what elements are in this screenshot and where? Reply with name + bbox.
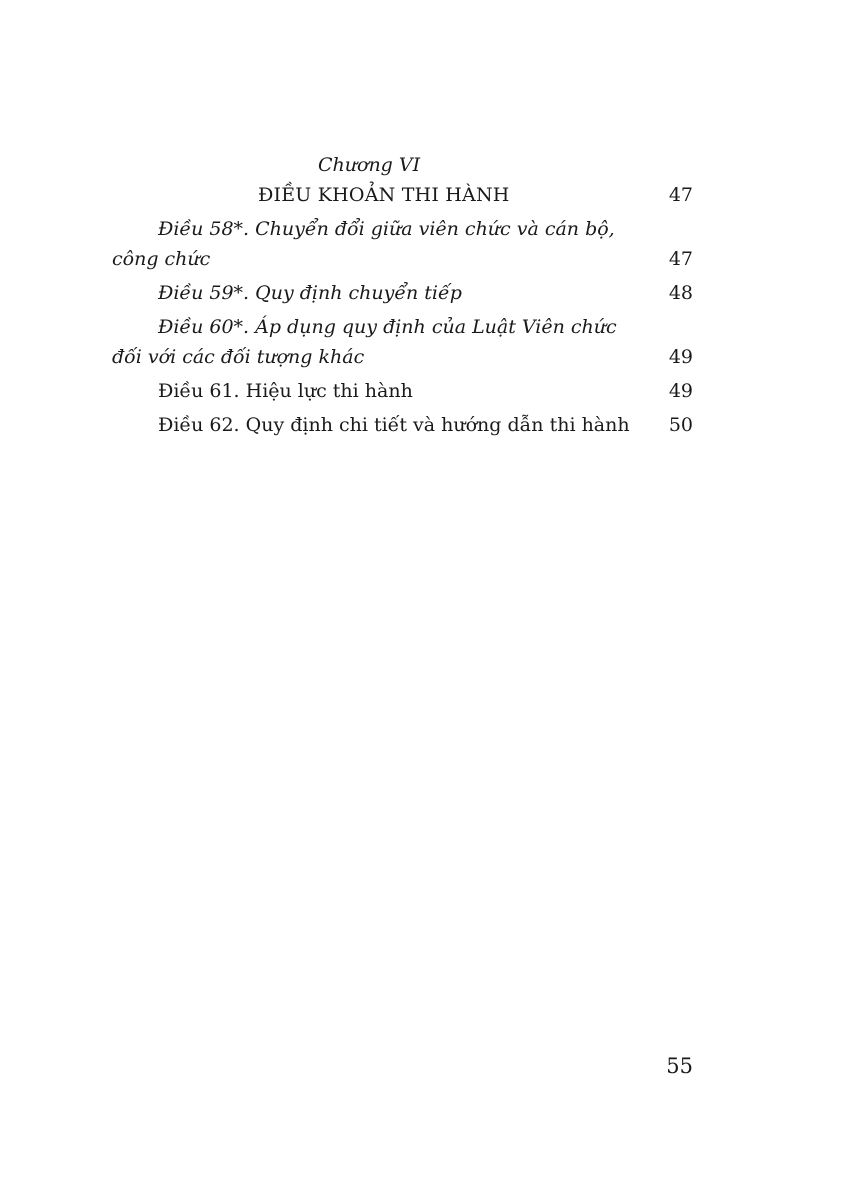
toc-entry-title: Điều 62. Quy định chi tiết và hướng dẫn thi hành — [158, 414, 630, 436]
toc-entry-title: Điều 59*. Quy định chuyển tiếp — [158, 282, 462, 304]
toc-entry-60-line2 — [0, 346, 853, 376]
toc-entry-title: Điều 60*. Áp dụng quy định của Luật Viên chức — [158, 316, 617, 338]
toc-entry-60-line1 — [0, 316, 853, 346]
toc-entry-page-number: 50 — [668, 414, 693, 436]
chapter-title: ĐIỀU KHOẢN THI HÀNH — [258, 184, 510, 206]
toc-entry-page-number: 49 — [668, 380, 693, 402]
toc-entry-62 — [0, 414, 853, 444]
toc-entry-59 — [0, 282, 853, 312]
toc-entry-title-continued: công chức — [112, 248, 211, 270]
toc-entry-58-line1 — [0, 218, 853, 248]
toc-entry-58-line2 — [0, 248, 853, 278]
toc-entry-page-number: 48 — [668, 282, 693, 304]
toc-entry-61 — [0, 380, 853, 410]
toc-entry-page-number: 47 — [668, 248, 693, 270]
toc-entry-title: Điều 61. Hiệu lực thi hành — [158, 380, 413, 402]
chapter-heading-row — [0, 184, 853, 214]
chapter-page-number: 47 — [668, 184, 693, 206]
toc-entry-title: Điều 58*. Chuyển đổi giữa viên chức và cán bộ, — [158, 218, 615, 240]
toc-entry-page-number: 49 — [668, 346, 693, 368]
chapter-label: Chương VI — [318, 154, 421, 176]
footer-page-number: 55 — [666, 1054, 693, 1078]
toc-entry-title-continued: đối với các đối tượng khác — [112, 346, 365, 368]
